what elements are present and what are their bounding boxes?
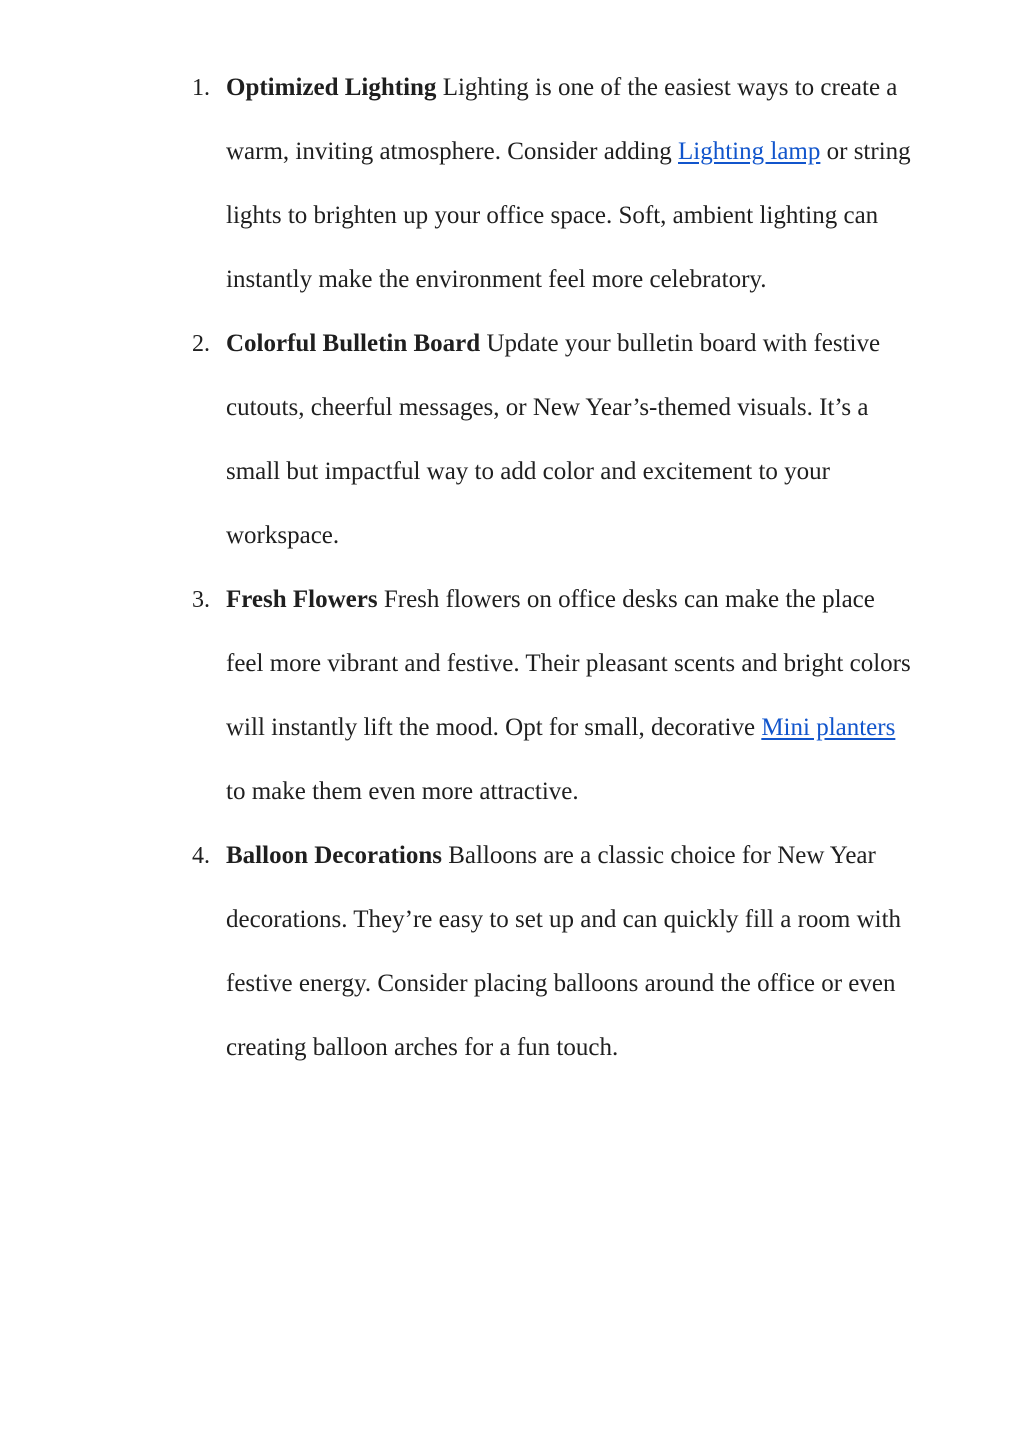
list-item-number: 1. bbox=[192, 75, 210, 101]
list-item-text-after: to make them even more attractive. bbox=[226, 778, 579, 805]
list-item-body bbox=[226, 568, 912, 824]
list-item-heading: Optimized Lighting bbox=[226, 74, 437, 101]
list-item-number: 2. bbox=[192, 331, 210, 357]
list-item-body bbox=[226, 824, 912, 1080]
list-item-heading: Balloon Decorations bbox=[226, 842, 442, 869]
list-item-body bbox=[226, 312, 912, 568]
list-item-heading: Colorful Bulletin Board bbox=[226, 330, 481, 357]
list-item-number: 3. bbox=[192, 587, 210, 613]
lighting-lamp-link[interactable]: Lighting lamp bbox=[678, 138, 821, 165]
list-item-text: Fresh flowers on office desks can make the place feel more vibrant and festive. Their pleasant scents and bright colors will instantly lift the mood. Opt for small, decorative bbox=[226, 586, 911, 741]
mini-planters-link[interactable]: Mini planters bbox=[761, 714, 896, 741]
decoration-tips-list bbox=[192, 56, 912, 1080]
list-item bbox=[192, 56, 912, 312]
list-item-body bbox=[226, 56, 912, 312]
list-item-text-after: or string lights to brighten up your office space. Soft, ambient lighting can instantly make the environment feel more celebratory. bbox=[226, 138, 911, 293]
list-item bbox=[192, 312, 912, 568]
list-item-number: 4. bbox=[192, 843, 210, 869]
list-item bbox=[192, 824, 912, 1080]
list-item-text: Lighting is one of the easiest ways to create a warm, inviting atmosphere. Consider adding bbox=[226, 74, 898, 165]
list-item-text: Balloons are a classic choice for New Year decorations. They’re easy to set up and can quickly fill a room with festive energy. Consider placing balloons around the office or even creating balloon arches for a fun touch. bbox=[226, 842, 902, 1061]
list-item bbox=[192, 568, 912, 824]
list-item-heading: Fresh Flowers bbox=[226, 586, 378, 613]
list-item-text: Update your bulletin board with festive cutouts, cheerful messages, or New Year’s-themed visuals. It’s a small but impactful way to add color and excitement to your workspace. bbox=[226, 330, 881, 549]
